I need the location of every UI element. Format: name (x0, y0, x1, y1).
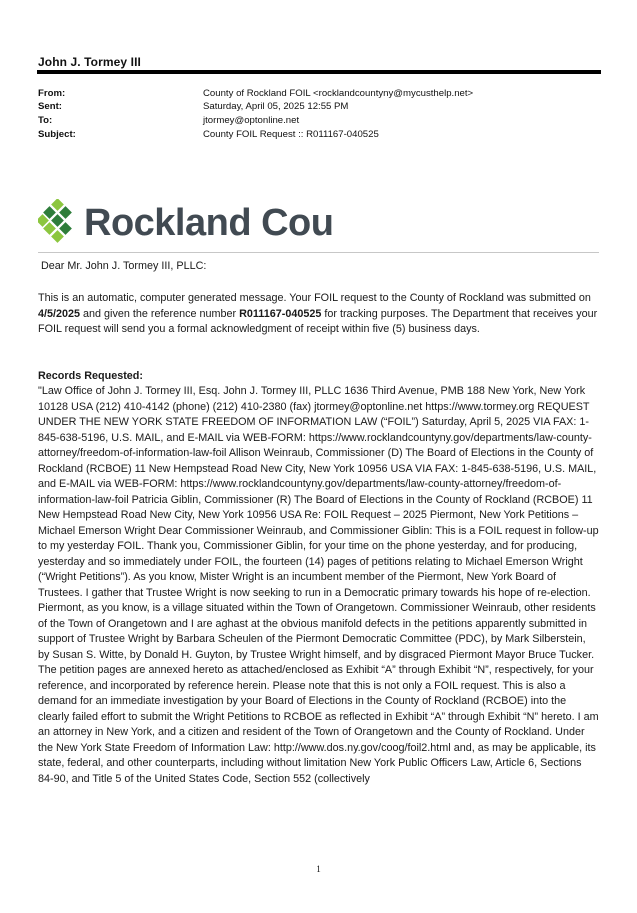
msg-part3: for tracking purposes. The Department that receives your FOIL request will send you a formal acknowledgment of receipt within five (5) business days. (38, 307, 598, 335)
subject-label: Subject: (38, 129, 76, 140)
to-label: To: (38, 115, 53, 126)
submit-date: 4/5/2025 (38, 307, 81, 320)
automatic-message (38, 291, 600, 338)
msg-part1: This is an automatic, computer generated message. Your FOIL request to the County of Rockland was submitted on (38, 292, 591, 304)
to-value: jtormey@optonline.net (203, 115, 300, 126)
msg-part2: and given the reference number (80, 307, 240, 320)
sent-label: Sent: (38, 101, 62, 112)
subject-value: County FOIL Request :: R011167-040525 (203, 129, 379, 140)
header-rule (37, 70, 601, 74)
sender-name: John J. Tormey III (38, 55, 141, 69)
logo-diamond-mark-icon (38, 199, 72, 243)
letter-greeting: Dear Mr. John J. Tormey III, PLLC: (41, 260, 207, 272)
page-number: 1 (316, 864, 321, 874)
records-text: "Law Office of John J. Tormey III, Esq. John J. Tormey III, PLLC 1636 Third Avenue, PMB 188 New York, New York 10128 USA (212) 410-4142 (phone) (212) 410-2380 (fax) jtormey@optonline.net https://www.tormey.org REQUEST UNDER THE NEW YORK STATE FREEDOM OF INFORMATION LAW (“FOIL”) Saturday, April 5, 2025 VIA FAX: 1-845-638-5196, U.S. MAIL, and E-MAIL via WEB-FORM: https://www.rocklandcountyny.gov/departments/law-county-attorney/freedom-of-information-law-foil Allison Weinraub, Commissioner (D) The Board of Elections in the County of Rockland (RCBOE) 11 New Hempstead Road New City, New York 10956 USA VIA FAX: 1-845-638-5196, U.S. MAIL, and E-MAIL via WEB-FORM: https://www.rocklandcountyny.gov/departments/law-county-attorney/freedom-of-information-law-foil Patricia Giblin, Commissioner (R) The Board of Elections in the County of Rockland (RCBOE) 11 New Hempstead Road New City, New York 10956 USA Re: FOIL Request – 2025 Piermont, New York Petitions – Michael Emerson Wright Dear Commissioner Weinraub, and Commissioner Giblin: This is a FOIL request in follow-up to my yesterday FOIL. Thank you, Commissioner Giblin, for your time on the phone yesterday, and for producing, yesterday and so immediately under FOIL, the fourteen (14) pages of petitions relating to Michael Emerson Wright (“Wright Petitions”). As you know, Mister Wright is an incumbent member of the Piermont, New York Board of Trustees. I gather that Trustee Wright is now seeking to run in a Democratic primary towards his hope of re-election. Piermont, as you know, is a village situated within the Town of Orangetown. Commissioner Weinraub, other residents of the Town of Orangetown and I are aghast at the obvious manifold defects in the petitions apparently submitted in support of Trustee Wright by Barbara Scheulen of the Piermont Democratic Committee (PDC), by Mark Silberstein, by Susan S. Witte, by Donald H. Guyton, by Trustee Wright himself, and by disgraced Piermont Mayor Bruce Tucker. The petition pages are annexed hereto as attached/enclosed as Exhibit “A” through Exhibit “N”, respectively, for your reference, and incorporated by reference herein. Please note that this is not only a FOIL request. This is also a demand for an immediate investigation by your Board of Elections in the County of Rockland (RCBOE) into the clearly failed effort to submit the Wright Petitions to RCBOE as reflected in Exhibit “A” through Exhibit “N” hereto. I am an attorney in New York, and a citizen and resident of the Town of Orangetown and the County of Rockland. Under the New York State Freedom of Information Law: http://www.dos.ny.gov/coog/foil2.html and, as may be applicable, its state, federal, and other counterparts, including without limitation New York Public Officers Law, Article 6, Sections 84-90, and Title 5 of the United States Code, Section 552 (collectively (38, 385, 599, 785)
records-heading: Records Requested: (38, 370, 143, 382)
from-label: From: (38, 88, 66, 99)
reference-number: R011167-040525 (239, 307, 322, 320)
from-value: County of Rockland FOIL <rocklandcountyny@mycusthelp.net> (203, 88, 474, 99)
sent-value: Saturday, April 05, 2025 12:55 PM (203, 101, 349, 112)
logo-text: Rockland Cou (84, 202, 334, 244)
logo-divider (38, 252, 599, 253)
rockland-county-logo (38, 199, 356, 245)
